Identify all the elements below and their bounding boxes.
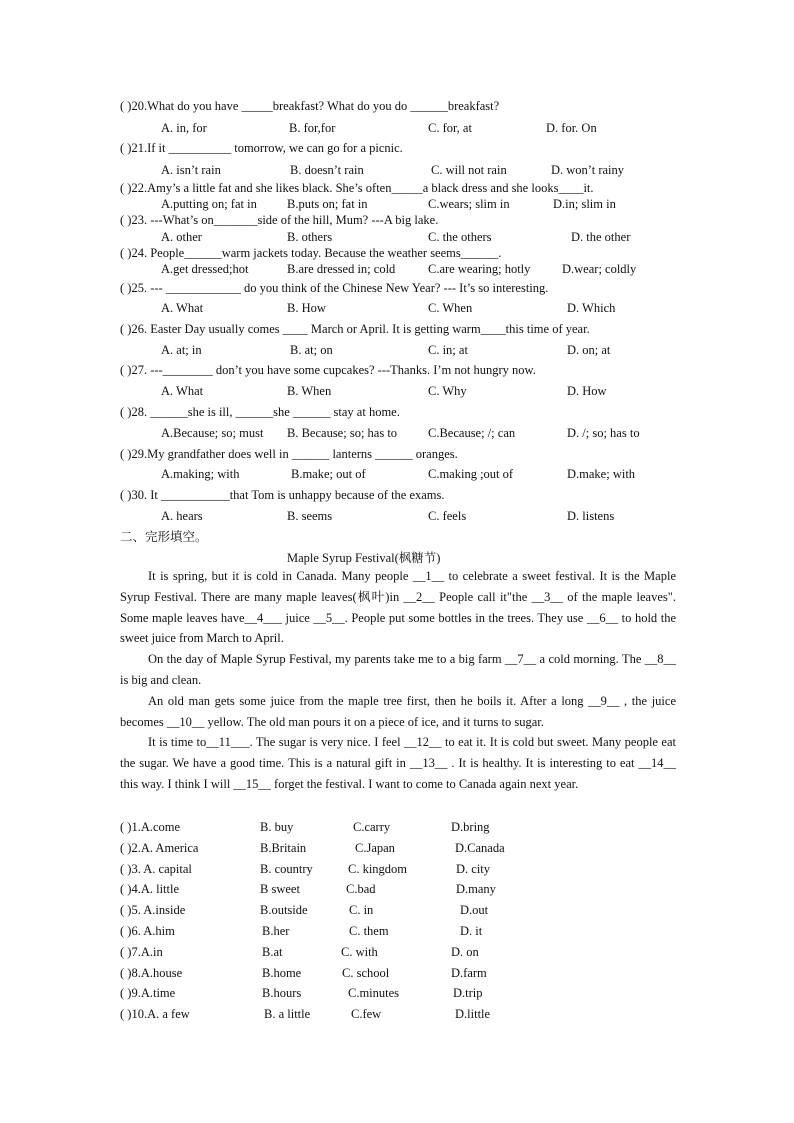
answer-option: A. at; in — [161, 343, 202, 357]
answer-option: B. for,for — [289, 121, 336, 135]
question-stem: ( )23. ---What’s on_______side of the hill, Mum? ---A big lake. — [120, 213, 439, 227]
passage-paragraph: It is time to__11___. The sugar is very nice. I feel __12__ to eat it. It is cold but sweet. Many people eat the sugar. We have a good time. This is a natural gift in __13__ . It is healthy. It is interesting to eat __14__ this way. I think I will __15__ forget the festival. I want to come to Canada again next year. — [120, 735, 676, 791]
answer-option: B. a little — [264, 1007, 311, 1021]
answer-option: C.are wearing; hotly — [428, 262, 531, 276]
answer-option: A. isn’t rain — [161, 163, 221, 177]
answer-option: B. How — [287, 301, 326, 315]
answer-option: C. with — [341, 945, 378, 959]
answer-option: A. What — [161, 384, 204, 398]
cloze-question: ( )7.A.in — [120, 945, 163, 959]
answer-option: B. country — [260, 862, 313, 876]
answer-option: B.hours — [262, 986, 302, 1000]
answer-option: B. doesn’t rain — [290, 163, 364, 177]
answer-option: C. Why — [428, 384, 467, 398]
answer-option: C.wears; slim in — [428, 197, 510, 211]
answer-option: B. buy — [260, 820, 294, 834]
answer-option: D.wear; coldly — [562, 262, 637, 276]
section-heading: 二、完形填空。 — [120, 530, 208, 544]
answer-option: D.bring — [451, 820, 490, 834]
answer-option: D. listens — [567, 509, 615, 523]
answer-option: C.Because; /; can — [428, 426, 516, 440]
passage-paragraph: It is spring, but it is cold in Canada. Many people __1__ to celebrate a sweet festival. It is the Maple Syrup Festival. There are many maple leaves(枫叶)in __2__ People call it"the __3__ of the maple leaves". Some maple leaves have__4___ juice __5__. People put some bottles in the trees. They use __6__ to hold the sweet juice from March to April. — [120, 569, 676, 646]
question-stem: ( )30. It ___________that Tom is unhappy because of the exams. — [120, 488, 445, 502]
answer-option: B. seems — [287, 509, 333, 523]
answer-option: C.carry — [353, 820, 391, 834]
answer-option: B. When — [287, 384, 332, 398]
answer-option: A.get dressed;hot — [161, 262, 249, 276]
answer-option: C. When — [428, 301, 473, 315]
answer-option: D. won’t rainy — [551, 163, 625, 177]
question-stem: ( )28. ______she is ill, ______she ______ stay at home. — [120, 405, 400, 419]
answer-option: B.Britain — [260, 841, 307, 855]
answer-option: A. hears — [161, 509, 203, 523]
cloze-question: ( )10.A. a few — [120, 1007, 190, 1021]
passage-paragraph: An old man gets some juice from the maple tree first, then he boils it. After a long __9__ , the juice becomes __10__ yellow. The old man pours it on a piece of ice, and it turns to sugar. — [120, 693, 676, 729]
answer-option: D.trip — [453, 986, 483, 1000]
answer-option: B sweet — [260, 882, 300, 896]
answer-option: B.outside — [260, 903, 308, 917]
question-stem: ( )29.My grandfather does well in ______ lanterns ______ oranges. — [120, 447, 458, 461]
cloze-question: ( )9.A.time — [120, 986, 176, 1000]
answer-option: C. in; at — [428, 343, 468, 357]
cloze-question: ( )6. A.him — [120, 924, 175, 938]
answer-option: D. the other — [571, 230, 631, 244]
answer-option: D.little — [455, 1007, 491, 1021]
answer-option: B. Because; so; has to — [287, 426, 398, 440]
answer-option: D.make; with — [567, 467, 636, 481]
answer-option: B.puts on; fat in — [287, 197, 368, 211]
answer-option: B. others — [287, 230, 333, 244]
answer-option: C.few — [351, 1007, 382, 1021]
answer-option: D. /; so; has to — [567, 426, 640, 440]
question-stem: ( )27. ---________ don’t you have some cupcakes? ---Thanks. I’m not hungry now. — [120, 363, 536, 377]
answer-option: D. on; at — [567, 343, 611, 357]
passage-title: Maple Syrup Festival(枫糖节) — [287, 551, 441, 565]
answer-option: B. at; on — [290, 343, 333, 357]
answer-option: C.Japan — [355, 841, 395, 855]
answer-option: C.minutes — [348, 986, 400, 1000]
answer-option: C.bad — [346, 882, 376, 896]
question-stem: ( )20.What do you have _____breakfast? What do you do ______breakfast? — [120, 99, 500, 113]
answer-option: C. school — [342, 966, 390, 980]
answer-option: C. feels — [428, 509, 467, 523]
answer-option: B.make; out of — [291, 467, 366, 481]
passage — [120, 566, 676, 795]
answer-option: C. kingdom — [348, 862, 408, 876]
answer-option: D. How — [567, 384, 607, 398]
answer-option: C. in — [349, 903, 374, 917]
answer-option: A.putting on; fat in — [161, 197, 257, 211]
question-stem: ( )21.If it __________ tomorrow, we can go for a picnic. — [120, 141, 403, 155]
answer-option: A. other — [161, 230, 202, 244]
answer-option: A.Because; so; must — [161, 426, 264, 440]
passage-paragraph: On the day of Maple Syrup Festival, my parents take me to a big farm __7__ a cold morning. The __8__ is big and clean. — [120, 652, 676, 687]
answer-option: A. What — [161, 301, 204, 315]
answer-option: B.her — [262, 924, 290, 938]
answer-option: D. Which — [567, 301, 616, 315]
answer-option: B.home — [262, 966, 302, 980]
cloze-question: ( )4.A. little — [120, 882, 180, 896]
question-stem: ( )25. --- ____________ do you think of the Chinese New Year? --- It’s so interesting. — [120, 281, 549, 295]
answer-option: B.at — [262, 945, 283, 959]
answer-option: D.many — [456, 882, 496, 896]
question-stem: ( )24. People______warm jackets today. Because the weather seems______. — [120, 246, 502, 260]
question-stem: ( )22.Amy’s a little fat and she likes black. She’s often_____a black dress and she looks____it. — [120, 181, 594, 195]
cloze-question: ( )5. A.inside — [120, 903, 186, 917]
cloze-question: ( )8.A.house — [120, 966, 183, 980]
answer-option: D. city — [456, 862, 491, 876]
answer-option: A.making; with — [161, 467, 240, 481]
question-stem: ( )26. Easter Day usually comes ____ March or April. It is getting warm____this time of year. — [120, 322, 590, 336]
answer-option: C. the others — [428, 230, 492, 244]
answer-option: C. for, at — [428, 121, 472, 135]
answer-option: D.in; slim in — [553, 197, 616, 211]
answer-option: C.making ;out of — [428, 467, 514, 481]
cloze-question: ( )3. A. capital — [120, 862, 192, 876]
answer-option: C. will not rain — [431, 163, 507, 177]
answer-option: B.are dressed in; cold — [287, 262, 396, 276]
cloze-question: ( )2.A. America — [120, 841, 199, 855]
answer-option: D. on — [451, 945, 479, 959]
answer-option: A. in, for — [161, 121, 207, 135]
answer-option: D.farm — [451, 966, 487, 980]
answer-option: D. for. On — [546, 121, 597, 135]
answer-option: D.Canada — [455, 841, 505, 855]
answer-option: D. it — [460, 924, 483, 938]
answer-option: C. them — [349, 924, 389, 938]
answer-option: D.out — [460, 903, 489, 917]
cloze-question: ( )1.A.come — [120, 820, 181, 834]
